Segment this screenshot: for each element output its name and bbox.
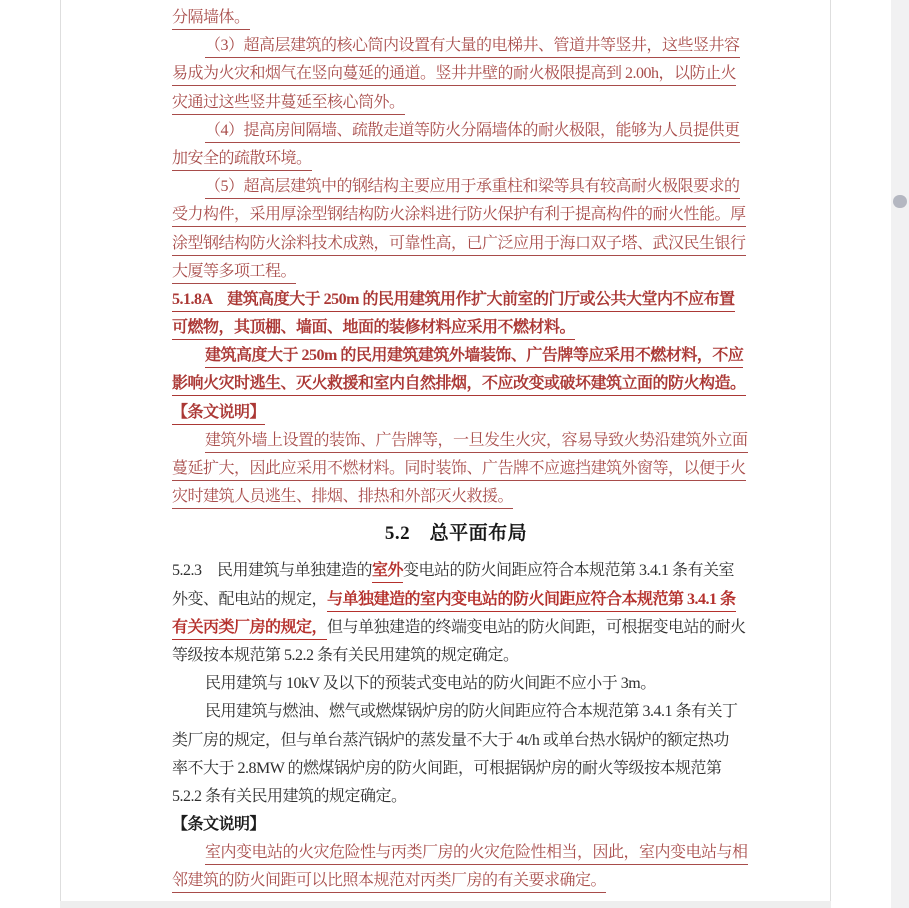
- text-line: [172, 201, 746, 229]
- text-segment: 5.2.3 民用建筑与单独建造的: [172, 562, 373, 580]
- text-line: [172, 755, 740, 783]
- text-line: [172, 586, 740, 614]
- text-segment: 大厦等多项工程。: [172, 263, 296, 284]
- text-line: [172, 483, 740, 511]
- text-line: [172, 286, 740, 314]
- text-line: [172, 670, 740, 698]
- text-segment: 蔓延扩大，因此应采用不燃材料。同时装饰、广告牌不应遮挡建筑外窗等，以便于火: [172, 460, 746, 481]
- text-segment: 灾时建筑人员逃生、排烟、排热和外部灭火救援。: [172, 488, 513, 509]
- text-line: [172, 399, 740, 427]
- text-line: [172, 867, 740, 895]
- text-segment: 5.1.8A 建筑高度大于 250m 的民用建筑用作扩大前室的门厅或公共大堂内不应布置: [172, 291, 735, 312]
- text-segment: 建筑高度大于 250m 的民用建筑建筑外墙装饰、广告牌等应采用不燃材料，不应: [205, 347, 743, 368]
- text-line: [172, 455, 746, 483]
- document-page: [60, 0, 831, 901]
- text-segment: （5）超高层建筑中的钢结构主要应用于承重柱和梁等具有较高耐火极限要求的: [205, 178, 740, 199]
- text-line: [172, 727, 740, 755]
- text-segment: 类厂房的规定，但与单台蒸汽锅炉的蒸发量不大于 4t/h 或单台热水锅炉的额定热功: [172, 731, 729, 749]
- text-line: [172, 258, 740, 286]
- text-line: [172, 342, 744, 370]
- section-heading: [172, 511, 740, 557]
- page-bottom-edge: [60, 901, 831, 908]
- text-segment: 建筑外墙上设置的装饰、广告牌等，一旦发生火灾，容易导致火势沿建筑外立面: [205, 432, 748, 453]
- text-segment: 民用建筑与 10kV 及以下的预装式变电站的防火间距不应小于 3m。: [205, 675, 656, 693]
- text-segment: 影响火灾时逃生、灭火救援和室内自然排烟，不应改变或破坏建筑立面的防火构造。: [172, 375, 746, 396]
- text-line: [172, 89, 740, 117]
- text-segment: 等级按本规范第 5.2.2 条有关民用建筑的规定确定。: [172, 646, 519, 664]
- text-line: [172, 4, 740, 32]
- text-line: [172, 839, 748, 867]
- text-segment: 【条文说明】: [172, 404, 265, 425]
- text-segment: 【条文说明】: [172, 816, 266, 834]
- text-line: [172, 60, 740, 88]
- text-segment: 变电站的防火间距应符合本规范第 3.4.1 条有关室: [403, 562, 735, 580]
- text-line: [172, 230, 746, 258]
- text-line: [172, 145, 740, 173]
- text-segment: 加安全的疏散环境。: [172, 150, 312, 171]
- text-line: [172, 173, 740, 201]
- text-line: [172, 642, 740, 670]
- text-line: [172, 557, 740, 585]
- text-segment: 有关丙类厂房的规定，: [172, 619, 327, 640]
- scrollbar-track[interactable]: [891, 0, 909, 908]
- text-line: [172, 32, 740, 60]
- text-line: [172, 698, 740, 726]
- text-line: [172, 783, 740, 811]
- text-segment: 分隔墙体。: [172, 9, 250, 30]
- text-segment: （4）提高房间隔墙、疏散走道等防火分隔墙体的耐火极限，能够为人员提供更: [205, 122, 740, 143]
- text-line: [172, 427, 748, 455]
- text-segment: 外变、配电站的规定，: [172, 590, 328, 608]
- scrollbar-thumb[interactable]: [893, 195, 907, 208]
- text-segment: 可燃物，其顶棚、墙面、地面的装修材料应采用不燃材料。: [172, 319, 575, 340]
- text-segment: 但与单独建造的终端变电站的防火间距，可根据变电站的耐火: [327, 618, 746, 636]
- text-line: [172, 314, 740, 342]
- text-line: [172, 811, 740, 839]
- text-line: [172, 370, 746, 398]
- page-content: [172, 4, 748, 896]
- text-segment: 室外: [372, 562, 403, 583]
- text-segment: 室内变电站的火灾危险性与丙类厂房的火灾危险性相当，因此，室内变电站与相: [205, 844, 748, 865]
- text-segment: 受力构件，采用厚涂型钢结构防火涂料进行防火保护有利于提高构件的耐火性能。厚: [172, 206, 746, 227]
- text-segment: （3）超高层建筑的核心筒内设置有大量的电梯井、管道井等竖井，这些竖井容: [205, 37, 740, 58]
- text-line: [172, 614, 746, 642]
- text-segment: 率不大于 2.8MW 的燃煤锅炉房的防火间距，可根据锅炉房的耐火等级按本规范第: [172, 759, 722, 777]
- text-line: [172, 117, 740, 145]
- text-segment: 涂型钢结构防火涂料技术成熟，可靠性高，已广泛应用于海口双子塔、武汉民生银行: [172, 235, 746, 256]
- text-segment: 易成为火灾和烟气在竖向蔓延的通道。竖井井壁的耐火极限提高到 2.00h，以防止火: [172, 65, 736, 86]
- text-segment: 与单独建造的室内变电站的防火间距应符合本规范第 3.4.1 条: [327, 591, 736, 612]
- text-segment: 民用建筑与燃油、燃气或燃煤锅炉房的防火间距应符合本规范第 3.4.1 条有关丁: [205, 703, 738, 721]
- text-segment: 5.2.2 条有关民用建筑的规定确定。: [172, 787, 407, 805]
- text-segment: 5.2 总平面布局: [384, 523, 528, 545]
- text-segment: 邻建筑的防火间距可以比照本规范对丙类厂房的有关要求确定。: [172, 872, 606, 893]
- text-segment: 灾通过这些竖井蔓延至核心筒外。: [172, 94, 405, 115]
